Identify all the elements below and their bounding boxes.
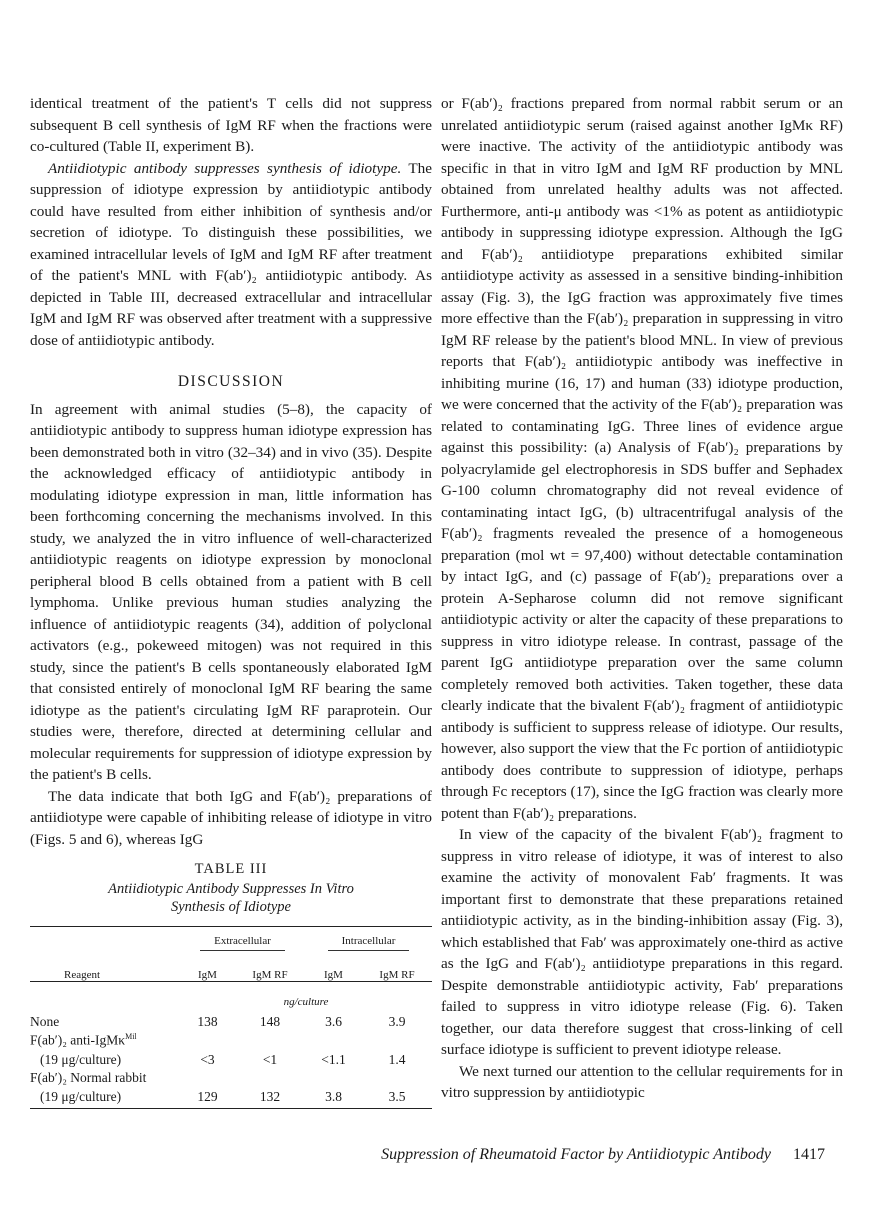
column-header: IgM RF xyxy=(252,969,288,981)
column-header: IgM xyxy=(324,969,343,981)
right-column xyxy=(441,93,843,1104)
table-title-line: Synthesis of Idiotype xyxy=(170,899,291,915)
paragraph: identical treatment of the patient's T cells did not suppress subsequent B cell synthesis of IgM RF when the fractions were co-cultured (Table II, experiment B). xyxy=(30,95,432,155)
paragraph: The data indicate that both IgG and F(ab′)₂ preparations of antiidiotype were capable of inhibiting release of idiotype in vitro (Figs. 5 and 6), whereas IgG xyxy=(30,787,432,848)
table-cell-reagent: F(ab′)₂ anti-IgMκ$^{Mil}$ xyxy=(30,1031,137,1047)
paragraph-body: The suppression of idiotype expression by antiidiotypic antibody could have resulted from either inhibition of synthesis and/or secretion of idiotype. To distinguish these possibilities, we examined intracellular levels of IgM and IgM RF after treatment of the patient's MNL with F(ab′)₂ antiidiotypic antibody. As depicted in Table III, decreased extracellular and intracellular IgM and IgM RF was observed after treatment with a suppressive dose of antiidiotypic antibody. xyxy=(30,159,432,349)
table-title xyxy=(30,880,432,916)
superscript: Mil xyxy=(125,1031,137,1041)
paragraph: In agreement with animal studies (5–8), the capacity of antiidiotypic antibody to suppress human idiotype expression has been demonstrated both in vitro (32–34) and in vivo (35). Despite the acknowledged efficacy of antiidiotypic antibody in modulating idiotype expression in man, little information has been forthcoming concerning the mechanisms involved. In this study, we analyzed the in vitro influence of well-characterized antiidiotypic reagents on idiotype expression by monoclonal peripheral blood B cells obtained from a patient with B cell lymphoma. Unlike previous human studies analyzing the influence of antiidiotypic reagents (34), addition of polyclonal activators (e.g., pokeweed mitogen) was not required in this study, since the patient's B cells spontaneously elaborated IgM that consisted entirely of monoclonal IgM RF bearing the same idiotype as the patient's circulating IgM RF paraprotein. Our studies were, therefore, directed at determining cellular and molecular requirements for suppression of idiotype expression by the patient's B cells. xyxy=(30,400,432,783)
table-number: TABLE III xyxy=(194,861,268,877)
unit-label: ng/culture xyxy=(283,996,329,1008)
column-header-reagent: Reagent xyxy=(64,969,101,981)
table-cell: 148 xyxy=(259,1014,281,1029)
running-title: Suppression of Rheumatoid Factor by Antiidiotypic Antibody xyxy=(381,1146,771,1163)
table-cell-reagent-detail: (19 μg/culture) xyxy=(40,1088,122,1104)
column-header: IgM RF xyxy=(379,969,415,981)
table-iii xyxy=(30,861,432,1109)
run-in-heading: Antiidiotypic antibody suppresses synthesis of idiotype. xyxy=(48,159,402,177)
paragraph xyxy=(30,158,432,352)
table-cell: <1 xyxy=(262,1052,278,1067)
page-number: 1417 xyxy=(793,1146,825,1163)
table-cell-reagent: None xyxy=(30,1014,60,1029)
table-cell-reagent-detail: (19 μg/culture) xyxy=(40,1052,122,1067)
section-heading-discussion: DISCUSSION xyxy=(177,373,285,390)
table-cell: 3.6 xyxy=(325,1014,342,1029)
table-cell: 129 xyxy=(197,1088,218,1104)
paragraph: In view of the capacity of the bivalent F(ab′)₂ fragment to suppress in vitro release of idiotype, it was of interest to also examine the activity of monovalent Fab′ fragments. It was important first to demonstrate that these preparations retained antiidiotypic activity, as in the binding-inhibition assay (Fig. 3), which established that Fab′ was approximately one-third as active as the IgG and F(ab′)₂ antiidiotype preparations in this regard. Despite demonstrable antiidiotypic activity, Fab′ preparations failed to suppress in vitro idiotype release (Fig. 6). Taken together, our data therefore suggest that cross-linking of cell surface idiotype is sufficient to prevent idiotype release. xyxy=(441,826,843,1058)
group-header-intracellular: Intracellular xyxy=(305,927,432,952)
table-cell: <1.1 xyxy=(321,1052,346,1067)
group-header-extracellular: Extracellular xyxy=(180,927,305,952)
left-column xyxy=(30,93,432,850)
paragraph: We next turned our attention to the cellular requirements for in vitro suppression by antiidiotypic xyxy=(441,1062,843,1101)
paragraph: or F(ab′)₂ fractions prepared from normal rabbit serum or an unrelated antiidiotypic serum (raised against another IgMκ RF) were inactive. The activity of the antiidiotypic antibody was specific in that in vitro IgM and IgM RF production by MNL obtained from unrelated healthy adults was not affected. Furthermore, anti-μ antibody was <1% as potent as antiidiotypic antibody in suppressing idiotype expression. Although the IgG and F(ab′)₂ antiidiotype preparations exhibited similar antiidiotype activity as assessed in a sensitive binding-inhibition assay (Fig. 3), the IgG fraction was approximately five times more effective than the F(ab′)₂ preparation in suppressing in vitro IgM RF release by the patient's blood MNL. In view of previous reports that F(ab′)₂ antiidiotypic antibody was ineffective in inhibiting murine (16, 17) and human (33) idiotype production, we were concerned that the activity of the F(ab′)₂ preparation was related to contaminating IgG. Three lines of evidence argue against this possibility: (a) Analysis of F(ab′)₂ preparations by polyacrylamide gel electrophoresis in SDS buffer and Sephadex G-100 column chromatography did not reveal evidence of contaminating intact IgG, (b) ultracentrifugal analysis of the F(ab′)₂ fragments revealed the presence of a homogeneous preparation (mol wt = 97,400) without detectable contamination by intact IgG, and (c) passage of F(ab′)₂ preparations over a protein A-Sepharose column did not remove significant antiidiotypic activity or alter the capacity of these preparations to suppress in vitro idiotype release. In contrast, passage of the parent IgG antiidiotype preparation over the same column completely removed both activities. Taken together, these data clearly indicate that the bivalent F(ab′)₂ fragment of antiidiotypic antibody is sufficient to suppress release of idiotype. Our results, however, also support the view that the Fc portion of antiidiotypic antibody does contribute to suppression of idiotype, perhaps through Fc receptors (17), since the IgG fraction was clearly more potent than F(ab′)₂ preparations. xyxy=(441,95,843,822)
table-cell-reagent: F(ab′)₂ Normal rabbit xyxy=(30,1070,147,1085)
page-footer xyxy=(381,1146,825,1164)
table-title-line: Antiidiotypic Antibody Suppresses In Vitro xyxy=(108,881,354,897)
table-cell: 3.5 xyxy=(388,1088,406,1104)
table-cell: 138 xyxy=(197,1014,218,1029)
table-cell: 132 xyxy=(259,1088,281,1104)
table-cell: <3 xyxy=(200,1052,215,1067)
table-cell: 3.9 xyxy=(388,1014,406,1029)
column-header: IgM xyxy=(198,969,217,981)
data-table xyxy=(30,926,432,1109)
table-cell: 3.8 xyxy=(325,1088,342,1104)
table-cell: 1.4 xyxy=(388,1052,406,1067)
